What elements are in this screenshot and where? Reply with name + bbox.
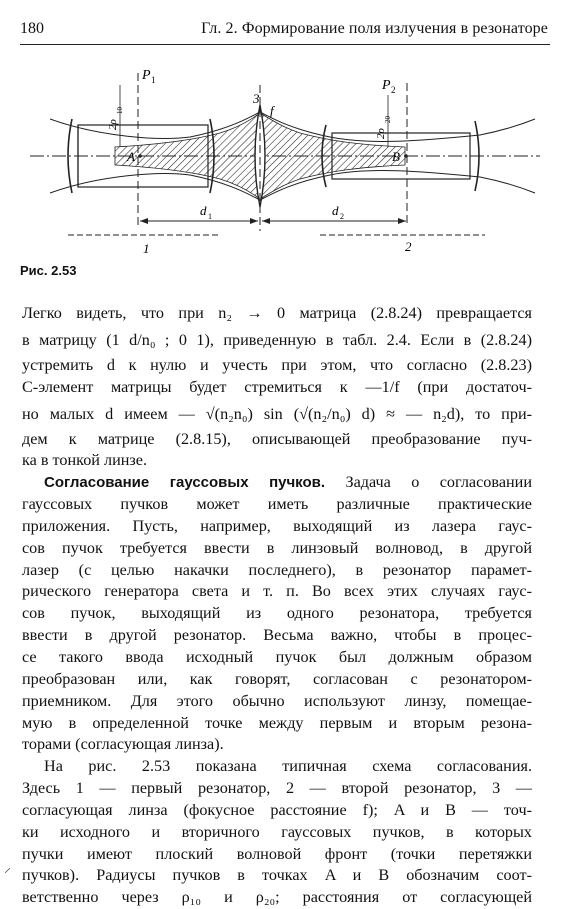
text-line: приложения. Пусть, например, выходящий из лазера гаус- xyxy=(22,516,532,535)
label-d1: d xyxy=(200,203,207,218)
label-2: 2 xyxy=(405,239,412,254)
text-line xyxy=(22,472,532,494)
text-line-rest: Задача о согласовании xyxy=(325,473,532,492)
text-line: в матрицу (1 d/n₀ ; 0 1), приведенную в табл. 2.4. Если в (2.8.24) xyxy=(22,330,532,349)
text-line: приемником. Для этого обычно используют линзу, помещае- xyxy=(22,691,532,710)
label-p2: P xyxy=(382,78,391,93)
label-d2: d xyxy=(332,203,339,218)
text-line: C-элемент матрицы будет стремиться к —1/f (при достаточ- xyxy=(22,377,532,396)
page-body xyxy=(22,303,532,909)
label-d1-sub: 1 xyxy=(208,212,212,221)
text-line: преобразован или, как говорят, согласован с резонатором- xyxy=(22,669,532,688)
paragraph-title: Согласование гауссовых пучков. xyxy=(44,474,326,492)
text-line: Легко видеть, что при n₂ → 0 матрица (2.8.24) превращается xyxy=(22,304,532,322)
hatched-beam xyxy=(115,113,260,199)
text-line: но малых d имеем — √(n₂n₀) sin (√(n₂/n₀) d) ≈ — n₂d), то при- xyxy=(22,404,532,423)
text-line: устремить d к нулю и учесть при этом, что согласно (2.8.23) xyxy=(22,355,532,374)
running-head: Гл. 2. Формирование поля излучения в резонаторе xyxy=(201,20,548,37)
text-line: ка в тонкой линзе. xyxy=(22,451,148,470)
label-p2-sub: 2 xyxy=(391,85,396,95)
paragraph-3 xyxy=(22,756,532,909)
label-d2-sub: 2 xyxy=(340,212,344,221)
text-line: сов пучок требуется ввести в линзовый волновод, в другой xyxy=(22,538,532,557)
text-line: На рис. 2.53 показана типичная схема согласования. xyxy=(44,757,532,776)
text-line: ввести в другой резонатор. Весьма важно, чтобы в процес- xyxy=(22,626,532,645)
text-line: пучков). Радиусы пучков в точках A и B обозначим соот- xyxy=(22,866,532,885)
paragraph-1 xyxy=(22,303,532,472)
label-3: 3 xyxy=(253,91,260,106)
point-a xyxy=(138,154,142,158)
label-1: 1 xyxy=(143,241,150,256)
text-line: согласующая линза (фокусное расстояние f); A и B — точ- xyxy=(22,800,532,819)
label-rho20: 2ρ xyxy=(375,128,387,139)
label-p1: P xyxy=(142,68,151,83)
text-line: ки исходного и вторичного гауссовых пучков, в которых xyxy=(22,822,532,841)
text-line: лазер (с целью накачки последнего), в резонатор парамет- xyxy=(22,560,532,579)
label-b: B xyxy=(392,149,400,164)
paragraph-2 xyxy=(22,472,532,756)
text-line: рического генератора света и т. п. Во всех этих случаях гаус- xyxy=(22,582,532,601)
text-line: гауссовых пучков может иметь различные практические xyxy=(22,495,532,514)
text-line: торами (согласующая линза). xyxy=(22,735,224,754)
figure-2-53 xyxy=(20,55,550,270)
page-number: 180 xyxy=(20,20,44,37)
text-line: се такого ввода исходный пучок был должным образом xyxy=(22,647,532,666)
label-rho20-sub: 20 xyxy=(384,116,392,123)
figure-caption: Рис. 2.53 xyxy=(20,263,77,278)
label-f: f xyxy=(270,103,274,118)
page-header xyxy=(20,18,550,45)
text-line: ветственно через ρ₁₀ и ρ₂₀; расстояния от согласующей xyxy=(22,888,532,907)
label-a: A xyxy=(127,149,135,164)
text-line: дем к матрице (2.8.15), описывающей преобразование пуч- xyxy=(22,429,532,448)
label-p1-sub: 1 xyxy=(151,75,156,85)
point-b xyxy=(404,154,408,158)
text-line: сов пучок, выходящий из одного резонатора, требуется xyxy=(22,604,532,623)
label-rho10: 2ρ xyxy=(107,119,119,130)
text-line: мую в определенной точке между первым и вторым резона- xyxy=(22,713,532,732)
text-line: Здесь 1 — первый резонатор, 2 — второй резонатор, 3 — xyxy=(22,779,532,798)
label-rho10-sub: 10 xyxy=(116,107,124,114)
margin-mark: ⸝ xyxy=(4,861,11,876)
text-line: пучки имеют плоский волновой фронт (точки перетяжки xyxy=(22,844,532,863)
